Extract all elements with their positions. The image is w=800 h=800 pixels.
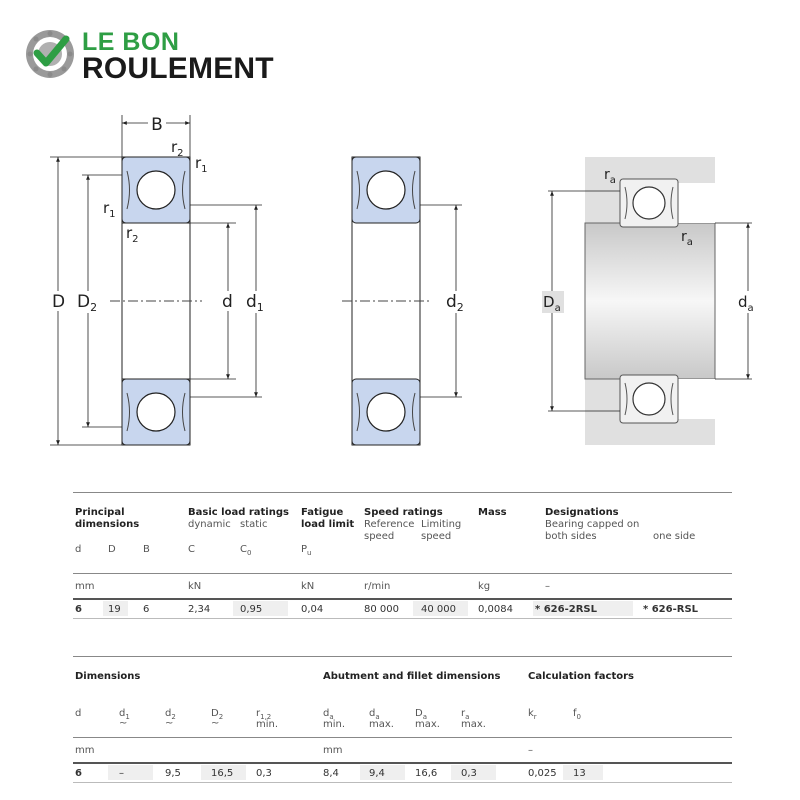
table-cell: $P_u$ xyxy=(301,544,312,557)
table-cell: ~ xyxy=(165,718,174,729)
table-cell: $D_2$ xyxy=(211,708,224,721)
label-D: D xyxy=(52,292,66,312)
svg-text:r2: $r_2$ xyxy=(126,224,139,245)
label-ra-bottom: $r_a$ xyxy=(681,229,693,248)
bearing-section-left xyxy=(110,157,202,445)
table-cell: $k_r$ xyxy=(528,708,537,721)
table-cell: max. xyxy=(369,719,394,730)
table-cell: kN xyxy=(301,581,315,592)
svg-text:r1: $r_1$ xyxy=(195,154,208,175)
brand-line-1: LE BON xyxy=(82,28,180,56)
table-cell: speed xyxy=(421,531,452,542)
table-cell: 9,4 xyxy=(369,768,385,779)
table-cell: dimensions xyxy=(75,519,140,530)
label-d: d xyxy=(222,292,233,312)
table-cell: B xyxy=(143,544,150,555)
table-cell: 16,6 xyxy=(415,768,438,779)
table-cell: Speed ratings xyxy=(364,507,443,518)
table-cell: – xyxy=(545,581,550,592)
bearing-data-table xyxy=(73,490,732,620)
bearing-drawing xyxy=(0,95,800,455)
designation-one-side: 626-RSL xyxy=(651,604,699,615)
table-cell: mm xyxy=(323,745,343,756)
table-cell: max. xyxy=(415,719,440,730)
table-cell: 9,5 xyxy=(165,768,181,779)
brand-line-2: ROULEMENT xyxy=(82,52,274,85)
table-cell: $r_{1,2}$ xyxy=(256,708,272,721)
table-cell: 0,0084 xyxy=(478,604,513,615)
table-cell: dynamic xyxy=(188,519,231,530)
label-B: B xyxy=(151,115,163,135)
table-cell: min. xyxy=(323,719,346,730)
table-cell: both sides xyxy=(545,531,597,542)
table-cell: mm xyxy=(75,745,95,756)
table-cell: ~ xyxy=(211,718,220,729)
table-cell: 16,5 xyxy=(211,768,234,779)
label-Da: $D_a$ xyxy=(543,293,561,314)
table-cell: $f_0$ xyxy=(573,708,581,721)
brand-logo xyxy=(24,26,324,86)
table-cell: Mass xyxy=(478,507,507,518)
table-cell: 6 xyxy=(143,604,150,615)
table-cell: d xyxy=(75,544,82,555)
table-cell: – xyxy=(528,745,533,756)
designation-both-sides: 626-2RSL xyxy=(543,604,597,615)
table-cell: ~ xyxy=(119,718,128,729)
table-cell: 13 xyxy=(573,768,586,779)
label-da: $d_a$ xyxy=(738,293,754,314)
table-cell: * 626-2RSL xyxy=(535,604,597,615)
table-cell: 6 xyxy=(75,768,82,779)
table-cell: one side xyxy=(653,531,696,542)
table-cell: 0,025 xyxy=(528,768,557,779)
table-cell: Fatigue xyxy=(301,507,344,518)
table-cell: 2,34 xyxy=(188,604,211,615)
table-cell: Abutment and fillet dimensions xyxy=(323,671,501,682)
table-cell: Limiting xyxy=(421,519,462,530)
table-cell: speed xyxy=(364,531,395,542)
table-cell: $d_a$ xyxy=(369,708,380,721)
table-cell: $D_a$ xyxy=(415,708,427,721)
table-cell: static xyxy=(240,519,268,530)
table-cell: $d_a$ xyxy=(323,708,334,721)
table-cell: $d_2$ xyxy=(165,708,176,721)
table-cell: 80 000 xyxy=(364,604,399,615)
table-cell: min. xyxy=(256,719,279,730)
table-cell: kN xyxy=(188,581,202,592)
row-d: 6 xyxy=(75,604,82,615)
table-cell: C xyxy=(188,544,195,555)
table-cell: Calculation factors xyxy=(528,671,634,682)
bearing-check-icon xyxy=(24,26,78,80)
table-cell: $r_a$ xyxy=(461,708,470,721)
label-d1: $d_1$ xyxy=(246,292,264,314)
table-cell: D xyxy=(108,544,116,555)
table-cell: 0,95 xyxy=(240,604,263,615)
table-cell: mm xyxy=(75,581,95,592)
table-cell: load limit xyxy=(301,519,355,530)
table-cell: 40 000 xyxy=(421,604,456,615)
table-cell: Dimensions xyxy=(75,671,141,682)
table-cell: Bearing capped on xyxy=(545,519,640,530)
mounting-drawing xyxy=(585,157,715,445)
label-ra-top: $r_a$ xyxy=(604,167,616,186)
table-cell: Reference xyxy=(364,519,415,530)
table-cell: $C_0$ xyxy=(240,544,252,557)
table-cell: 0,3 xyxy=(461,768,477,779)
bearing-section-middle xyxy=(342,157,432,445)
svg-text:r1: $r_1$ xyxy=(103,199,116,220)
table-cell: 0,3 xyxy=(256,768,272,779)
table-cell: 8,4 xyxy=(323,768,339,779)
table-cell: – xyxy=(119,768,124,779)
table-cell: d xyxy=(75,708,82,719)
table-cell: Principal xyxy=(75,507,125,518)
table-cell: 19 xyxy=(108,604,121,615)
table-cell: 0,04 xyxy=(301,604,324,615)
table-cell: kg xyxy=(478,581,491,592)
table-cell: Designations xyxy=(545,507,619,518)
table-cell: max. xyxy=(461,719,486,730)
table-cell: $d_1$ xyxy=(119,708,130,721)
label-D2: $D_2$ xyxy=(77,292,98,314)
table-cell: r/min xyxy=(364,581,391,592)
table-cell: * 626-RSL xyxy=(643,604,699,615)
table-cell: Basic load ratings xyxy=(188,507,289,518)
svg-text:r2: $r_2$ xyxy=(171,138,184,159)
label-d2: $d_2$ xyxy=(446,292,464,314)
dimensions-table xyxy=(73,654,732,784)
